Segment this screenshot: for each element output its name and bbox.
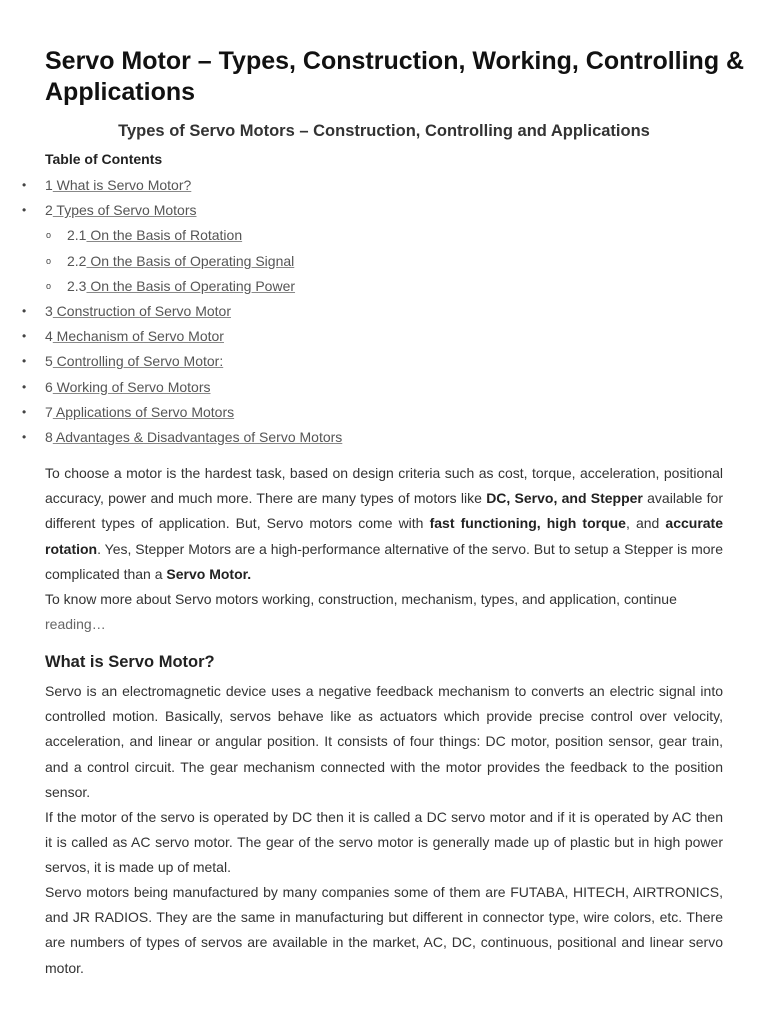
section-paragraph-3: Servo motors being manufactured by many companies some of them are FUTABA, HITECH, AIRTRONICS, and JR RADIOS. They are the same in manufacturing but different in connector type, wire colors, etc. There are numbers of types of servos are available in the market, AC, DC, continuous, positional and linear servo motor. xyxy=(45,884,723,976)
hollow-bullet-icon: o xyxy=(46,255,52,266)
toc-item-number: 2 xyxy=(45,202,53,219)
toc-item xyxy=(0,375,342,400)
intro-bold-motor-types: DC, Servo, and Stepper xyxy=(486,490,643,507)
page-subtitle: Types of Servo Motors – Construction, Controlling and Applications xyxy=(118,122,650,140)
toc-item-number: 2.1 xyxy=(67,227,87,244)
toc-item xyxy=(0,299,342,324)
toc-link-controlling[interactable]: Controlling of Servo Motor: xyxy=(52,353,224,370)
toc-link-construction[interactable]: Construction of Servo Motor xyxy=(52,302,231,319)
reading-more-text: reading… xyxy=(45,616,106,633)
section-paragraph-2: If the motor of the servo is operated by DC then it is called a DC servo motor and if it is operated by AC then it is called as AC servo motor. The gear of the servo motor is generally made up of plastic but in high power servos, it is made up of metal. xyxy=(45,809,723,876)
toc-link-what-is-servo-motor[interactable]: What is Servo Motor? xyxy=(52,177,192,193)
toc-link-advantages-disadvantages[interactable]: Advantages & Disadvantages of Servo Motors xyxy=(52,428,343,445)
toc-item xyxy=(0,173,342,198)
toc-subitem xyxy=(0,223,342,248)
intro-text-1: To choose a motor is the hardest task, based on design criteria such as cost, torque, acceleration, positional accuracy, power and much more. There are many types of motors like xyxy=(45,465,723,507)
bullet-icon: • xyxy=(22,329,27,344)
toc-item-number: 4 xyxy=(45,328,53,345)
toc-item xyxy=(0,425,342,450)
table-of-contents xyxy=(0,173,342,450)
toc-link-basis-of-operating-signal[interactable]: On the Basis of Operating Signal xyxy=(86,252,295,269)
bullet-icon: • xyxy=(22,404,27,419)
toc-subitem xyxy=(0,274,342,299)
bullet-icon: • xyxy=(22,303,27,318)
intro-paragraph xyxy=(45,461,723,587)
bullet-icon: • xyxy=(22,429,27,444)
intro-text-2: available for different types of application. But, Servo motors come with xyxy=(45,490,724,532)
toc-link-basis-of-operating-power[interactable]: On the Basis of Operating Power xyxy=(86,277,296,294)
bullet-icon: • xyxy=(22,379,27,394)
intro-bold-fast-functioning: fast functioning, high torque xyxy=(429,515,626,532)
toc-item-number: 1 xyxy=(45,177,53,193)
toc-link-basis-of-rotation[interactable]: On the Basis of Rotation xyxy=(86,227,243,244)
toc-item-number: 8 xyxy=(45,428,53,445)
toc-item-number: 2.2 xyxy=(67,252,87,269)
toc-item-number: 6 xyxy=(45,378,53,395)
intro-bold-accurate-rotation: accurate rotation xyxy=(45,515,723,557)
toc-link-mechanism[interactable]: Mechanism of Servo Motor xyxy=(52,328,224,345)
section-paragraph-1: Servo is an electromagnetic device uses a negative feedback mechanism to converts an electric signal into controlled motion. Basically, servos behave like as actuators which provide precise control over velocity, acceleration, and linear or angular position. It consists of four things: DC motor, position sensor, gear train, and a control circuit. The gear mechanism connected with the motor provides the feedback to the position sensor. xyxy=(45,683,723,800)
toc-item-number: 2.3 xyxy=(67,277,87,294)
bullet-icon: • xyxy=(22,203,27,218)
hollow-bullet-icon: o xyxy=(46,230,52,241)
bullet-icon: • xyxy=(22,354,27,369)
toc-link-applications[interactable]: Applications of Servo Motors xyxy=(52,403,235,420)
section-heading-what-is-servo-motor: What is Servo Motor? xyxy=(45,653,215,671)
toc-subitem xyxy=(0,249,342,274)
toc-item xyxy=(0,400,342,425)
intro-continue-paragraph xyxy=(45,587,723,637)
intro-bold-servo-motor: Servo Motor. xyxy=(166,565,252,582)
page-title: Servo Motor – Types, Construction, Working, Controlling & Applications xyxy=(45,47,745,106)
toc-item xyxy=(0,324,342,349)
bullet-icon: • xyxy=(22,178,27,192)
toc-item-number: 3 xyxy=(45,302,53,319)
toc-item-number: 7 xyxy=(45,403,53,420)
intro-continue-text: To know more about Servo motors working, construction, mechanism, types, and application, continue xyxy=(45,591,677,607)
toc-heading: Table of Contents xyxy=(45,151,163,167)
toc-item xyxy=(0,198,342,223)
toc-link-working[interactable]: Working of Servo Motors xyxy=(52,378,211,395)
toc-item-number: 5 xyxy=(45,353,53,370)
intro-text-3: , and xyxy=(625,515,666,532)
intro-text-4: . Yes, Stepper Motors are a high-performance alternative of the servo. But to setup a Stepper is more complicated than a xyxy=(45,540,723,582)
hollow-bullet-icon: o xyxy=(46,280,52,291)
toc-link-types-of-servo-motors[interactable]: Types of Servo Motors xyxy=(52,202,197,219)
toc-item xyxy=(0,349,342,374)
